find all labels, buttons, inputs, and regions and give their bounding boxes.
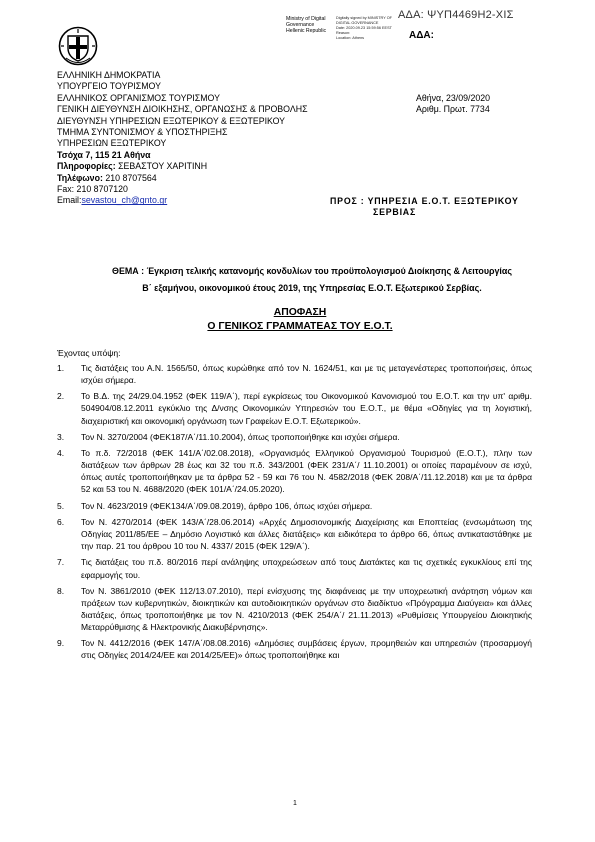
email-link[interactable]: sevastou_ch@gnto.gr — [81, 195, 168, 206]
recipient-line: ΣΕΡΒΙΑΣ — [373, 207, 417, 218]
letterhead-line: ΓΕΝΙΚΗ ΔΙΕΥΘΥΝΣΗ ΔΙΟΙΚΗΣΗΣ, ΟΡΓΑΝΩΣΗΣ & ΠΡΟΒΟΛΗΣ — [57, 104, 308, 115]
item-text: Τον Ν. 3270/2004 (ΦΕΚ187/Α΄/11.10.2004), όπως τροποποιήθηκε και ισχύει σήμερα. — [81, 431, 400, 442]
decision-title: ΑΠΟΦΑΣΗ — [273, 307, 327, 318]
item-number: 1. — [57, 363, 65, 373]
list-item — [57, 556, 532, 580]
list-item — [57, 637, 532, 661]
signature-detail-line: DIGITAL GOVERNANCE — [336, 21, 379, 25]
phone-value: 210 8707564 — [102, 172, 157, 183]
email-label: Email: — [57, 195, 82, 206]
phone-label: Τηλέφωνο: — [57, 172, 103, 183]
item-number: 2. — [57, 391, 65, 402]
item-number: 8. — [57, 585, 65, 596]
ada-label: ΑΔΑ: — [409, 30, 434, 41]
signature-detail-line: Location: Athens — [336, 36, 365, 40]
item-text: Τον Ν. 4412/2016 (ΦΕΚ 147/Α΄/08.08.2016) «Δημόσιες συμβάσεις έργων, προμηθειών και υπηρεσιών (προσαρμογή στις Οδηγίες 2014/24/ΕΕ και 2014/25/ΕΕ)» όπως τροποποιήθηκε και — [81, 638, 532, 661]
list-item — [57, 362, 532, 386]
info-label: Πληροφορίες: — [57, 161, 116, 172]
considerations-list — [57, 362, 532, 666]
list-item — [57, 447, 532, 495]
signature-detail-line: Reason: — [336, 31, 351, 35]
page-number: 1 — [293, 800, 297, 807]
signature-detail-line: Date: 2020.09.23 15:59:56 EEST — [336, 26, 392, 30]
letterhead-line: ΕΛΛΗΝΙΚΗ ΔΗΜΟΚΡΑΤΙΑ — [57, 70, 161, 80]
letterhead-line: ΤΜΗΜΑ ΣΥΝΤΟΝΙΣΜΟΥ & ΥΠΟΣΤΗΡΙΞΗΣ — [57, 127, 228, 138]
item-text: Τον Ν. 3861/2010 (ΦΕΚ 112/13.07.2010), περί ενίσχυσης της διαφάνειας με την υποχρεωτική ανάρτηση νόμων και πράξεων των κυβερνητικών, διοικητικών και αυτοδιοικητικών οργάνων στο διαδίκτυο «Πρόγραμμα Διαύγεια» και άλλες διατάξεις, όπως τροποποιήθηκε με τον Ν. 4210/2013 (ΦΕΚ 254/Α΄/ 21.11.2013) «Ρυθμίσεις Υπουργείου Διοικητικής Μεταρρύθμισης & Ηλεκτρονικής Διακυβέρνησης». — [81, 585, 532, 633]
list-item — [57, 431, 532, 443]
contact-fax: Fax: 210 8707120 — [57, 184, 128, 195]
protocol-number: Αριθμ. Πρωτ. 7734 — [416, 104, 490, 115]
item-text: Το Β.Δ. της 24/29.04.1952 (ΦΕΚ 119/Α΄), περί εγκρίσεως του Οικονομικού Κανονισμού του Ε.Ο.Τ. και την υπ' αριθμ. 504904/08.12.2011 εγκύκλιο της Δ/νσης Οικονομικών Υπηρεσιών του Ε.Ο.Τ., με θέμα «Οδηγίες για τη λογιστική, διαχειριστική και οικονομική οργάνωση των Γραφείων Ε.Ο.Τ. Εξωτερικού». — [81, 391, 532, 426]
signature-detail-line: Digitally signed by MINISTRY OF — [336, 16, 392, 20]
item-text: Το π.δ. 72/2018 (ΦΕΚ 141/Α΄/02.08.2018), «Οργανισμός Ελληνικού Οργανισμού Τουρισμού (Ε.Ο.Τ.), πλην των διατάξεων των άρθρων 28 έως και 32 του π.δ. 343/2001 (ΦΕΚ 231/Α΄/ 11.10.2001) οι οποίες παραμένουν σε ισχύ, όπως αυτές τροποποιήθηκαν με τα άρθρα 52 - 59 και 76 του Ν. 4582/2018 (ΦΕΚ 208/Α΄/11.12.2018) και με τα άρθρα 52 και 53 του Ν. 4688/2020 (ΦΕΚ 101/Α΄/24.05.2020). — [81, 448, 532, 495]
list-item — [57, 390, 532, 426]
letterhead-line: ΔΙΕΥΘΥΝΣΗ ΥΠΗΡΕΣΙΩΝ ΕΞΩΤΕΡΙΚΟΥ & ΕΞΩΤΕΡΙΚΟΥ — [57, 115, 286, 126]
item-text: Τον Ν. 4623/2019 (ΦΕΚ134/Α΄/09.08.2019), άρθρο 106, όπως ισχύει σήμερα. — [81, 500, 373, 511]
signature-issuer-line: Hellenic Republic — [286, 28, 327, 34]
decision-heading — [60, 306, 540, 334]
item-number: 6. — [57, 516, 65, 527]
hellenic-emblem-icon — [58, 26, 98, 66]
letterhead-line: ΥΠΟΥΡΓΕΙΟ ΤΟΥΡΙΣΜΟΥ — [57, 81, 161, 92]
item-number: 4. — [57, 448, 65, 459]
item-text: Τον Ν. 4270/2014 (ΦΕΚ 143/Α΄/28.06.2014) «Αρχές Δημοσιονομικής Διαχείρισης και Εποπτείας (ενσωμάτωση της Οδηγίας 2011/85/ΕΕ – Δημόσιο Λογιστικό και άλλες διατάξεις» και ειδικότερα το άρθρο 66, όπως αντικαταστάθηκε με την παρ. 21 του άρθρου 10 του Ν. 4337/ 2015 (ΦΕΚ 129/Α΄). — [81, 516, 532, 552]
letterhead — [57, 70, 397, 207]
contact-info — [57, 161, 397, 172]
subject-label: ΘΕΜΑ : — [112, 266, 145, 276]
letterhead-line: ΥΠΗΡΕΣΙΩΝ ΕΞΩΤΕΡΙΚΟΥ — [57, 138, 167, 149]
contact-phone — [57, 173, 397, 184]
address: Τσόχα 7, 115 21 Αθήνα — [57, 149, 151, 160]
intro-text: Έχοντας υπόψη: — [57, 348, 121, 358]
list-item — [57, 516, 532, 552]
list-item — [57, 585, 532, 633]
document-date: Αθήνα, 23/09/2020 — [416, 93, 491, 103]
item-number: 3. — [57, 431, 65, 442]
item-number: 7. — [57, 557, 65, 568]
signature-issuer-line: Governance — [286, 22, 315, 28]
recipient-block — [330, 196, 519, 219]
signature-issuer-line: Ministry of Digital — [286, 16, 326, 22]
letterhead-line: ΕΛΛΗΝΙΚΟΣ ΟΡΓΑΝΙΣΜΟΣ ΤΟΥΡΙΣΜΟΥ — [57, 92, 220, 103]
item-number: 9. — [57, 638, 65, 649]
ada-code-top: ΑΔΑ: ΨΥΠ4469Η2-ΧΙΣ — [398, 9, 514, 21]
subject-block — [62, 263, 562, 297]
item-text: Τις διατάξεις του Α.Ν. 1565/50, όπως κυρώθηκε από τον Ν. 1624/51, και με τις μεταγενέστερες τροποποιήσεις, όπως ισχύει σήμερα. — [81, 363, 532, 386]
date-protocol-block — [416, 93, 490, 116]
decision-subtitle: Ο ΓΕΝΙΚΟΣ ΓΡΑΜΜΑΤΕΑΣ ΤΟΥ Ε.Ο.Τ. — [207, 321, 393, 332]
subject-line: Έγκριση τελικής κατανομής κονδυλίων του προϋπολογισμού Διοίκησης & Λειτουργίας — [146, 266, 512, 276]
info-value: ΣΕΒΑΣΤΟΥ ΧΑΡΙΤΙΝΗ — [115, 161, 208, 172]
subject-line: Β΄ εξαμήνου, οικονομικού έτους 2019, της Υπηρεσίας Ε.Ο.Τ. Εξωτερικού Σερβίας. — [142, 283, 482, 293]
recipient-line: ΠΡΟΣ : ΥΠΗΡΕΣΙΑ Ε.Ο.Τ. ΕΞΩΤΕΡΙΚΟΥ — [330, 196, 519, 206]
list-item — [57, 500, 532, 512]
item-number: 5. — [57, 500, 65, 511]
item-text: Τις διατάξεις του π.δ. 80/2016 περί ανάληψης υποχρεώσεων από τους Διατάκτες και τις σχετικές εγκυκλίους επί της εφαρμογής του. — [81, 557, 532, 580]
